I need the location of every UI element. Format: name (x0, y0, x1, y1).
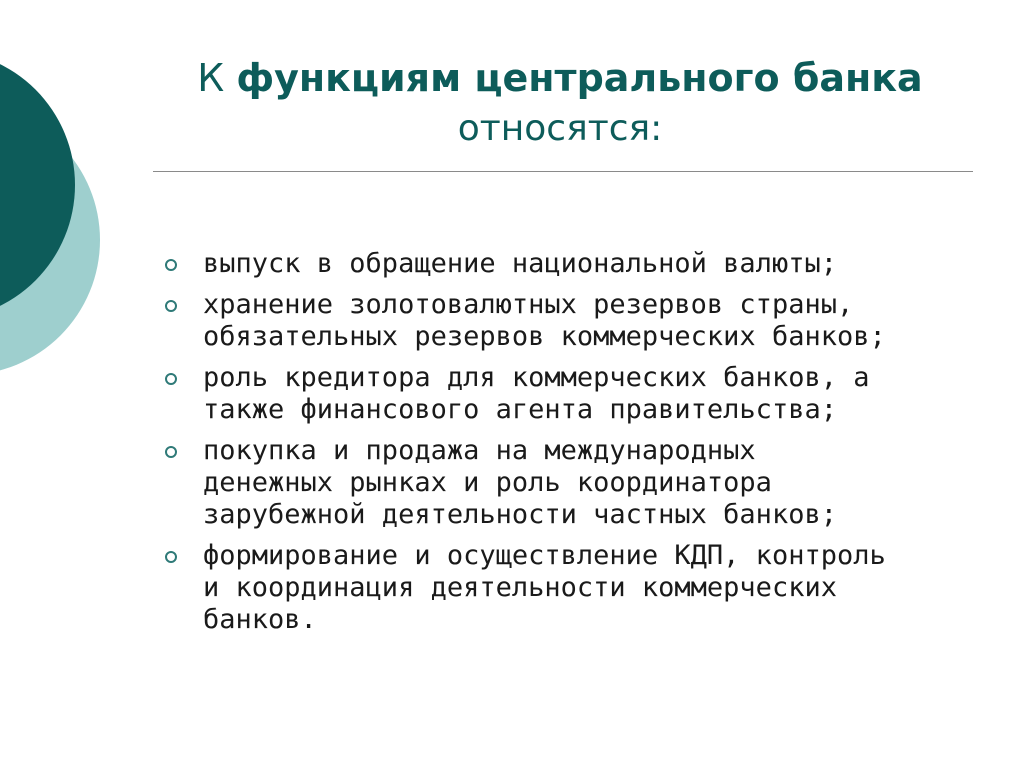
hollow-circle-bullet-icon (165, 300, 177, 312)
list-item (160, 540, 980, 636)
list-item (160, 248, 980, 280)
title-prefix: К (197, 56, 225, 100)
list-item-text-line: хранение золотовалютных резервов страны, (203, 289, 854, 320)
slide-title (150, 52, 970, 154)
list-item-text-line: денежных рынках и роль координатора (203, 467, 772, 498)
hollow-circle-bullet-icon (165, 259, 177, 271)
title-line-1 (150, 52, 970, 104)
list-item-text-line: формирование и осуществление КДП, контроль (203, 540, 886, 571)
hollow-circle-bullet-icon (165, 373, 177, 385)
list-item-text-line: также финансового агента правительства; (203, 394, 837, 425)
list-item (160, 289, 980, 353)
title-emphasis: функциям центрального банка (236, 56, 923, 100)
list-item-text-line: роль кредитора для коммерческих банков, а (203, 362, 870, 393)
list-item-text-line: зарубежной деятельности частных банков; (203, 499, 837, 530)
list-item-text-line: банков. (203, 604, 317, 635)
hollow-circle-bullet-icon (165, 446, 177, 458)
list-item (160, 362, 980, 426)
hollow-circle-bullet-icon (165, 551, 177, 563)
list-item-text-line: обязательных резервов коммерческих банков; (203, 321, 886, 352)
decorative-circles (0, 0, 110, 400)
title-divider (153, 171, 973, 172)
list-item-text-line: и координация деятельности коммерческих (203, 572, 837, 603)
list-item (160, 435, 980, 531)
title-line-2: относятся: (457, 108, 663, 149)
list-item-text-line: покупка и продажа на международных (203, 435, 756, 466)
list-item-text-line: выпуск в обращение национальной валюты; (203, 248, 837, 279)
bullet-list (160, 248, 980, 645)
